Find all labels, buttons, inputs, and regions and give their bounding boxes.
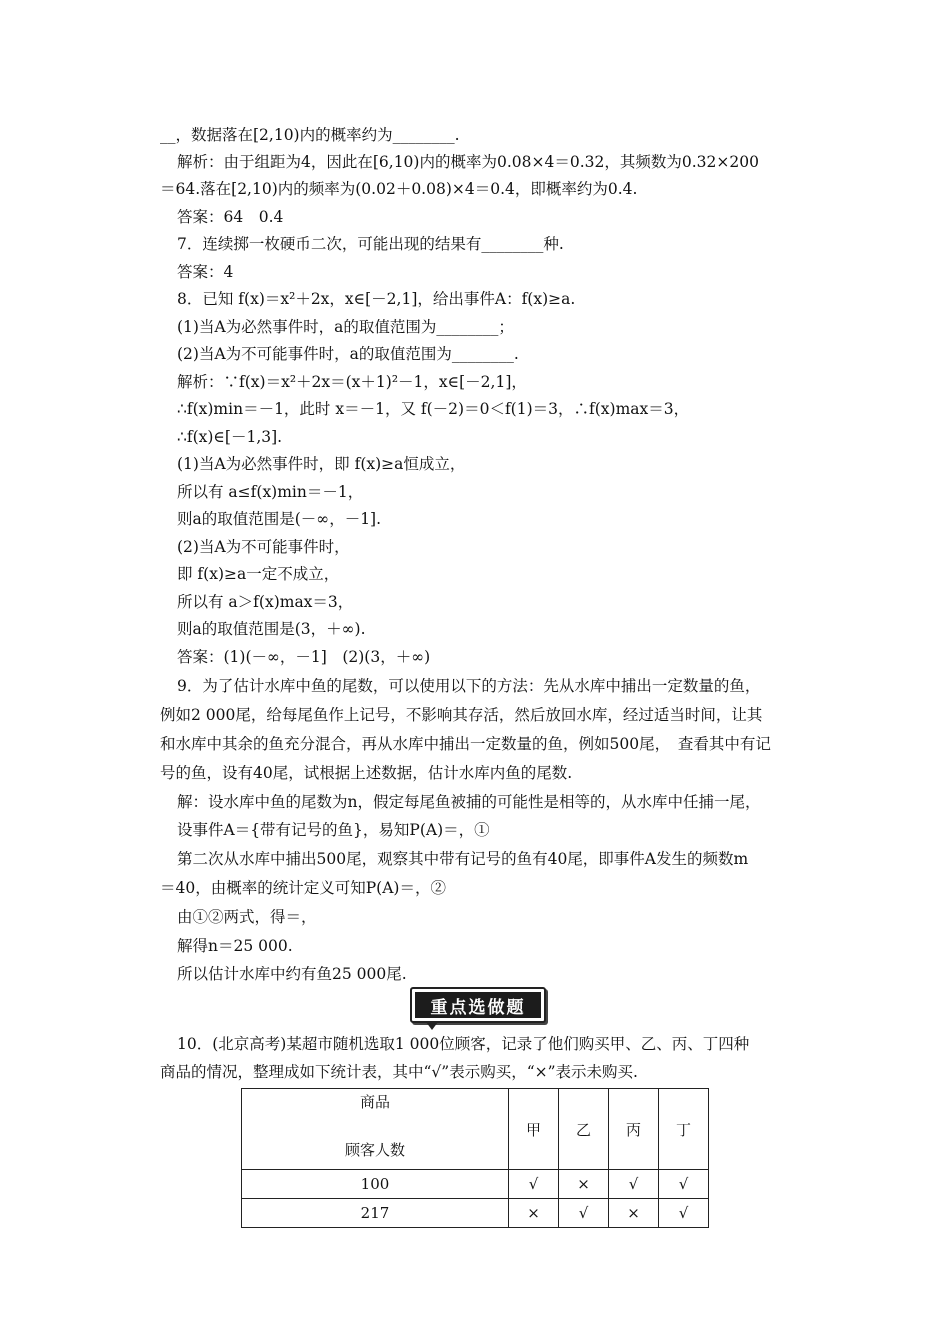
text-line: 解析：∵f(x)＝x²＋2x＝(x＋1)²－1，x∈[－2,1]， [177,373,527,391]
row-count: 100 [242,1170,509,1199]
row-mark: √ [509,1170,559,1199]
table-row [242,1199,709,1228]
text-line: __，数据落在[2,10)内的概率约为________. [160,126,460,144]
text-line: ∴f(x)∈[－1,3]. [177,428,283,446]
header-bottom-label: 顾客人数 [344,1141,405,1159]
text-line: 解得n＝25 000. [177,937,293,955]
table-row [242,1170,709,1199]
text-line: (1)当A为必然事件时，a的取值范围为________； [177,318,514,336]
row-mark: × [559,1170,609,1199]
text-line: 和水库中其余的鱼充分混合，再从水库中捕出一定数量的鱼，例如500尾， 查看其中有记 [160,735,771,753]
text-line: 所以有 a＞f(x)max＝3， [177,593,354,611]
text-line: 所以有 a≤f(x)min＝－1， [177,483,364,501]
row-mark: √ [609,1170,659,1199]
text-line: 例如2 000尾，给每尾鱼作上记号，不影响其存活，然后放回水库，经过适当时间，让其 [160,706,763,724]
stats-table [241,1088,709,1228]
question-9: 9．为了估计水库中鱼的尾数，可以使用以下的方法：先从水库中捕出一定数量的鱼， [177,677,761,695]
text-line: 由①②两式，得＝， [177,908,317,926]
question-7: 7．连续掷一枚硬币二次，可能出现的结果有________种. [177,235,564,253]
question-8: 8．已知 f(x)＝x²＋2x，x∈[－2,1]，给出事件A：f(x)≥a. [177,290,576,308]
column-header: 乙 [559,1089,609,1170]
text-line: 即 f(x)≥a一定不成立， [177,565,340,583]
text-line: (2)当A为不可能事件时，a的取值范围为________. [177,345,519,363]
text-line: 答案：(1)(－∞，－1] (2)(3，＋∞) [177,648,431,666]
column-header: 丁 [659,1089,709,1170]
text-line: 号的鱼，设有40尾，试根据上述数据，估计水库内鱼的尾数. [160,764,573,782]
text-line: 第二次从水库中捕出500尾，观察其中带有记号的鱼有40尾，即事件A发生的频数m [177,850,749,868]
text-line: 设事件A＝{带有记号的鱼}，易知P(A)＝，① [177,821,490,839]
row-mark: √ [659,1170,709,1199]
question-10: 10．(北京高考)某超市随机选取1 000位顾客，记录了他们购买甲、乙、丙、丁四种 [177,1035,750,1053]
row-mark: √ [559,1199,609,1228]
text-line: 则a的取值范围是(3，＋∞). [177,620,366,638]
text-line: 答案：64 0.4 [177,208,284,226]
text-line: 商品的情况，整理成如下统计表，其中“√”表示购买，“×”表示未购买. [160,1063,638,1081]
table-header-row [242,1089,709,1170]
text-line: ∴f(x)min＝－1，此时 x＝－1，又 f(－2)＝0＜f(1)＝3，∴f(x)max＝3， [177,400,690,418]
text-line: (1)当A为必然事件时，即 f(x)≥a恒成立， [177,455,466,473]
table-header-cell [242,1089,509,1170]
column-header: 丙 [609,1089,659,1170]
row-mark: × [509,1199,559,1228]
text-line: 解：设水库中鱼的尾数为n，假定每尾鱼被捕的可能性是相等的，从水库中任捕一尾， [177,793,761,811]
header-top-label: 商品 [359,1093,390,1111]
text-line: (2)当A为不可能事件时， [177,538,350,556]
row-mark: √ [659,1199,709,1228]
banner-pointer-icon [426,1022,438,1030]
text-line: 所以估计水库中约有鱼25 000尾. [177,965,407,983]
text-line: 答案：4 [177,263,234,281]
row-mark: × [609,1199,659,1228]
text-line: 则a的取值范围是(－∞，－1]. [177,510,382,528]
text-line: 解析：由于组距为4，因此在[6,10)内的概率为0.08×4＝0.32，其频数为0.32×200 [177,153,759,171]
section-banner [410,987,546,1023]
row-count: 217 [242,1199,509,1228]
text-line: ＝40，由概率的统计定义可知P(A)＝，② [160,879,446,897]
section-banner-label: 重点选做题 [415,992,541,1018]
text-line: ＝64.落在[2,10)内的频率为(0.02＋0.08)×4＝0.4，即概率约为0.4. [160,180,638,198]
column-header: 甲 [509,1089,559,1170]
